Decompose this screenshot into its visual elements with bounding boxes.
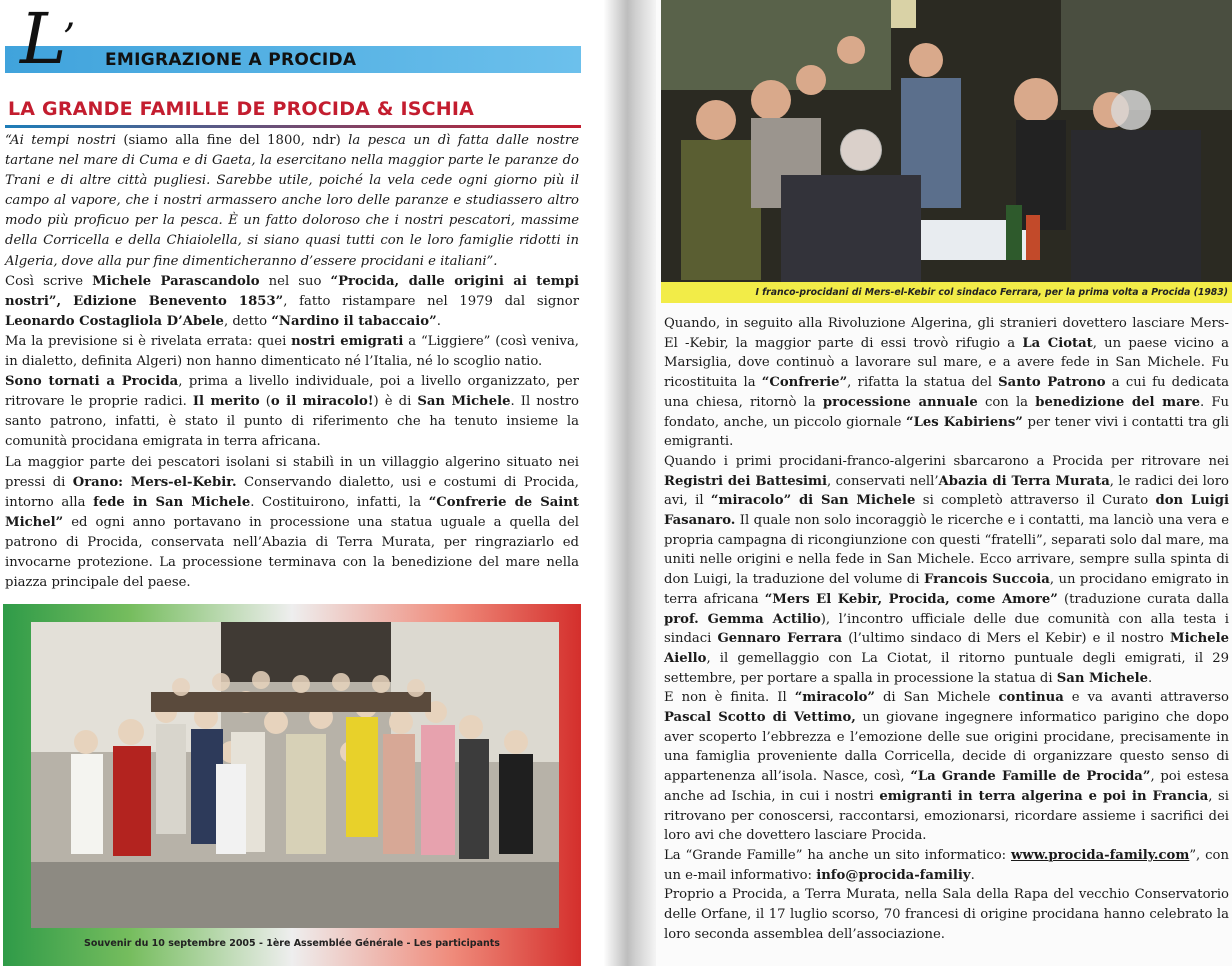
photo-caption: I franco-procidani di Mers-el-Kebir col sindaco Ferrara, per la prima volta a Procida (1983): [661, 282, 1232, 303]
website-link[interactable]: www.procida-family.com: [1011, 847, 1190, 863]
reception-photo-illustration: [661, 0, 1232, 282]
right-page: [656, 0, 1232, 966]
paragraph: “Ai tempi nostri (siamo alla fine del 1800, ndr) la pesca un dì fatta dalle nostre tartane nel mare di Cuma e di Gaeta, la esercitano nella maggior parte le paranze do Trani e di altre città pugliesi. Sarebbe utile, poiché la vela cede ogni giorno più il campo al vapore, che i nostri armassero anche loro delle paranze e studiassero altro modo più proficuo per la pesca. È un fatto doloroso che i nostri pescatori, massime della Corricella e della Chiaiolella, si siano quasi tutti con le loro famiglie ridotti in Algeria, dove alla pur fine dimenticheranno d’essere procidani e italiani”.: [5, 133, 579, 269]
paragraph: E non è finita. Il “miracolo” di San Michele continua e va avanti attraverso Pascal Scotto di Vettimo, un giovane ingegnere informatico parigino che dopo aver scoperto l’ebbrezza e l’emozione delle sue origini procidane, precisamente in una famiglia proveniente dalla Corricella, decide di organizzare questo senso di appartenenza all’isola. Nasce, così, “La Grande Famille de Procida”, poi estesa anche ad Ischia, in cui i nostri emigranti in terra algerina e poi in Francia, si ritrovano per conoscersi, raccontarsi, emozionarsi, ricordare assieme i sacrifici dei loro avi che dovettero lasciare Procida.: [664, 690, 1230, 844]
group-photo: [31, 622, 559, 928]
decorative-initial: L’: [20, 0, 72, 80]
right-article-body: [664, 314, 1229, 945]
email-address[interactable]: info@procida-familiy: [816, 867, 971, 883]
paragraph: Proprio a Procida, a Terra Murata, nella Sala della Rapa del vecchio Conservatorio delle Orfane, il 17 luglio scorso, 70 francesi di origine procidana hanno celebrato la loro seconda assemblea dell’associazione.: [664, 887, 1229, 942]
book-gutter: [604, 0, 656, 966]
paragraph: Sono tornati a Procida, prima a livello individuale, poi a livello organizzato, per ritrovare le proprie radici. Il merito (o il miracolo!) è di San Michele. Il nostro santo patrono, infatti, è stato il punto di riferimento che ha tenuto insieme la comunità procidana emigrata in terra africana.: [5, 374, 579, 450]
paragraph: Quando i primi procidani-franco-algerini sbarcarono a Procida per ritrovare nei Registri dei Battesimi, conservati nell’Abazia di Terra Murata, le radici dei loro avi, il “miracolo” di San Michele si completò attraverso il Curato don Luigi Fasanaro. Il quale non solo incoraggiò le ricerche e i contatti, ma lanciò una vera e propria campagna di ricongiunzione con questi “fratelli”, separati solo dal mare, ma uniti nelle origini e nella fede in San Michele. Ecco arrivare, sempre sulla spinta di don Luigi, la traduzione del volume di Francois Succoia, un procidano emigrato in terra africana “Mers El Kebir, Procida, come Amore” (traduzione curata dalla prof. Gemma Actilio), l’incontro ufficiale delle due comunità con alla testa i sindaci Gennaro Ferrara (l’ultimo sindaco di Mers el Kebir) e il nostro Michele Aiello, il gemellaggio con La Ciotat, il ritorno puntuale degli emigrati, il 29 settembre, per portare a spalla in processione la statua di San Michele.: [664, 453, 1230, 686]
paragraph: Ma la previsione si è rivelata errata: quei nostri emigrati a “Liggiere” (così veniva, in dialetto, definita Algeri) non hanno dimenticato né l’Italia, né lo scoglio natio.: [5, 333, 579, 370]
reception-photo: [661, 0, 1232, 282]
paragraph: Così scrive Michele Parascandolo nel suo “Procida, dalle origini ai tempi nostri”, Edizione Benevento 1853”, fatto ristampare nel 1979 dal signor Leonardo Costagliola D’Abele, detto “Nardino il tabaccaio”.: [5, 273, 579, 329]
paragraph: Quando, in seguito alla Rivoluzione Algerina, gli stranieri dovettero lasciare Mers-El -Kebir, la maggior parte di essi trovò rifugio a La Ciotat, un paese vicino a Marsiglia, dove continuò a lavorare sul mare, e a avere fede in San Michele. Fu ricostituita la “Confrerie”, rifatta la statua del Santo Patrono a cui fu dedicata una chiesa, ritornò la processione annuale con la benedizione del mare. Fu fondato, anche, un piccolo giornale “Les Kabiriens” per tener vivi i contatti tra gli emigranti.: [664, 316, 1230, 450]
photo-caption: Souvenir du 10 septembre 2005 - 1ère Assemblée Générale - Les participants: [84, 938, 500, 949]
paragraph: La maggior parte dei pescatori isolani si stabilì in un villaggio algerino situato nei pressi di Orano: Mers-el-Kebir. Conservando dialetto, usi e costumi di Procida, intorno alla fede in San Michele. Costituirono, infatti, la “Confrerie de Saint Michel” ed ogni anno portavano in processione una statua uguale a quella del patrono di Procida, conservata nell’Abazia di Terra Murata, per ringraziarlo ed invocarne protezione. La processione terminava con la benedizione del mare nella piazza principale del paese.: [5, 454, 579, 591]
left-article-body: [5, 131, 579, 593]
paragraph: La “Grande Famille” ha anche un sito informatico: www.procida-family.com”, con un e-mail informativo: info@procida-familiy.: [664, 847, 1229, 883]
section-title: EMIGRAZIONE A PROCIDA: [105, 50, 357, 70]
left-page: [0, 0, 604, 966]
article-title: LA GRANDE FAMILLE DE PROCIDA & ISCHIA: [8, 98, 475, 120]
group-photo-illustration: [31, 622, 559, 928]
title-divider: [5, 125, 581, 128]
